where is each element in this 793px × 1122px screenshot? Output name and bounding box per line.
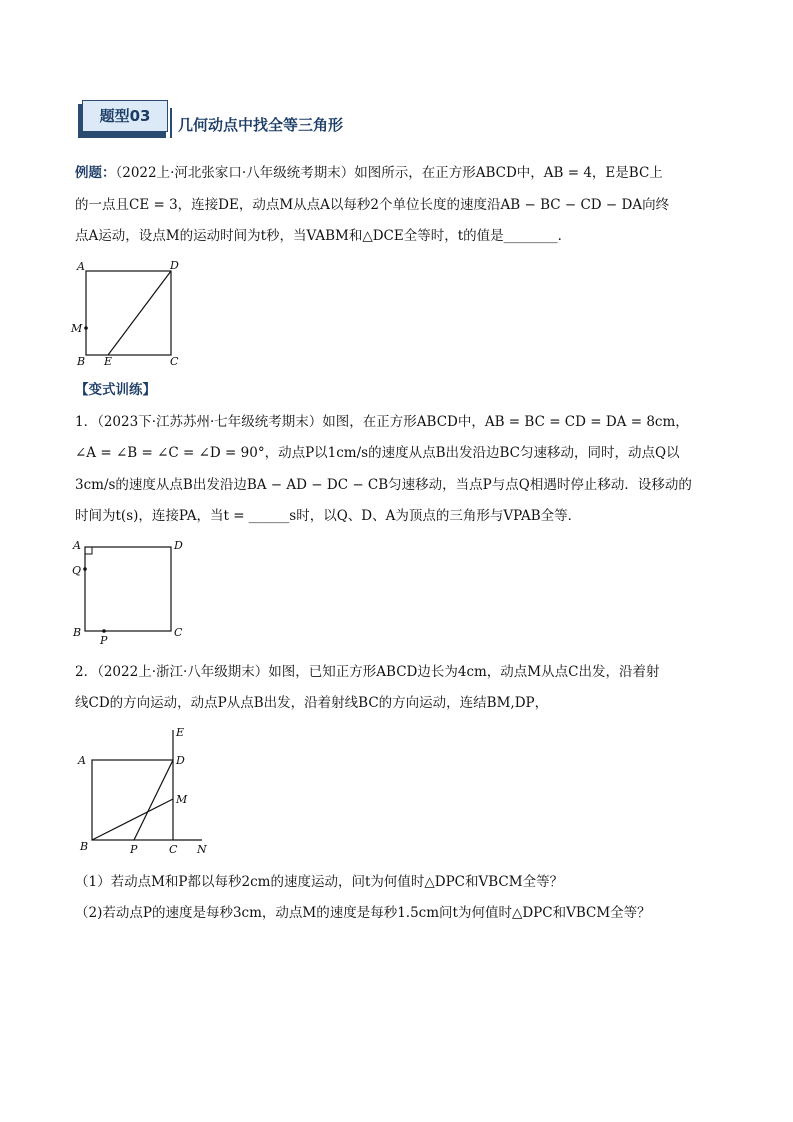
label-a-q1: A xyxy=(73,539,81,552)
segment-dp xyxy=(134,760,173,840)
section-badge xyxy=(78,100,172,140)
label-d-q1: D xyxy=(174,539,183,552)
label-p-q2: P xyxy=(130,843,138,856)
badge-divider xyxy=(170,108,172,138)
q2-sub-1: （1）若动点M和P都以每秒2cm的速度运动，问t为何值时△DPC和VBCM全等？ xyxy=(75,874,564,890)
square-abcd-q2 xyxy=(92,760,173,840)
example-line-2: 的一点且CE = 3，连接DE，动点M从点A以每秒2个单位长度的速度沿AB − BC − CD − DA向终 xyxy=(75,197,670,213)
label-a-q2: A xyxy=(78,754,86,767)
label-n-q2: N xyxy=(197,843,207,856)
label-e: E xyxy=(104,355,113,368)
label-c-q1: C xyxy=(174,626,183,639)
q2-line-1: 2．（2022上·浙江·八年级期末）如图，已知正方形ABCD边长为4cm，动点M从点C出发，沿着射 xyxy=(75,664,660,680)
segment-bm xyxy=(92,799,173,840)
segment-de xyxy=(108,271,171,355)
right-angle-mark xyxy=(85,547,92,554)
label-b: B xyxy=(77,355,86,368)
point-p xyxy=(102,629,106,633)
label-m-q2: M xyxy=(176,793,188,806)
square-abcd-q1 xyxy=(85,547,171,631)
label-c-q2: C xyxy=(169,843,178,856)
q2-sub-2: （2)若动点P的速度是每秒3cm，动点M的速度是每秒1.5cm问t为何值时△DPC和VBCM全等？ xyxy=(75,905,651,921)
practice-heading: 【变式训练】 xyxy=(75,382,156,398)
label-m: M xyxy=(71,322,83,335)
label-b-q2: B xyxy=(80,840,89,853)
label-a: A xyxy=(77,260,85,273)
label-c: C xyxy=(170,355,179,368)
label-d: D xyxy=(170,259,179,272)
example-label: 例题： xyxy=(75,165,116,181)
q1-line-3: 3cm/s的速度从点B出发沿边BA − AD − DC − CB匀速移动，当点P与点Q相遇时停止移动．设移动的 xyxy=(75,477,692,493)
q1-line-4: 时间为t(s)，连接PA，当t = ______s时，以Q、D、A为顶点的三角形与VPAB全等． xyxy=(75,508,582,524)
q2-line-2: 线CD的方向运动，动点P从点B出发，沿着射线BC的方向运动，连结BM,DP， xyxy=(75,695,549,711)
label-b-q1: B xyxy=(73,626,82,639)
label-d-q2: D xyxy=(176,754,185,767)
point-m xyxy=(84,326,88,330)
q1-line-2: ∠A = ∠B = ∠C = ∠D = 90°，动点P以1cm/s的速度从点B出发沿边BC匀速移动，同时，动点Q以 xyxy=(75,445,680,461)
square-abcd xyxy=(86,271,171,355)
label-p-q1: P xyxy=(100,634,108,647)
q1-line-1: 1．（2023下·江苏苏州·七年级统考期末）如图，在正方形ABCD中，AB = BC = CD = DA = 8cm， xyxy=(75,414,689,430)
example-line-3: 点A运动，设点M的运动时间为t秒，当VABM和△DCE全等时，t的值是________． xyxy=(75,228,572,244)
example-text-1: （2022上·河北张家口·八年级统考期末）如图所示，在正方形ABCD中，AB = 4，E是BC上 xyxy=(115,165,663,181)
example-line-1 xyxy=(75,163,663,183)
point-q xyxy=(83,567,87,571)
section-title: 几何动点中找全等三角形 xyxy=(178,116,344,134)
label-e-q2: E xyxy=(176,726,185,739)
badge-label: 题型03 xyxy=(82,100,168,132)
q2-figure xyxy=(70,722,220,858)
label-q-q1: Q xyxy=(72,564,82,577)
example-figure xyxy=(68,256,193,368)
q1-figure xyxy=(68,536,193,648)
